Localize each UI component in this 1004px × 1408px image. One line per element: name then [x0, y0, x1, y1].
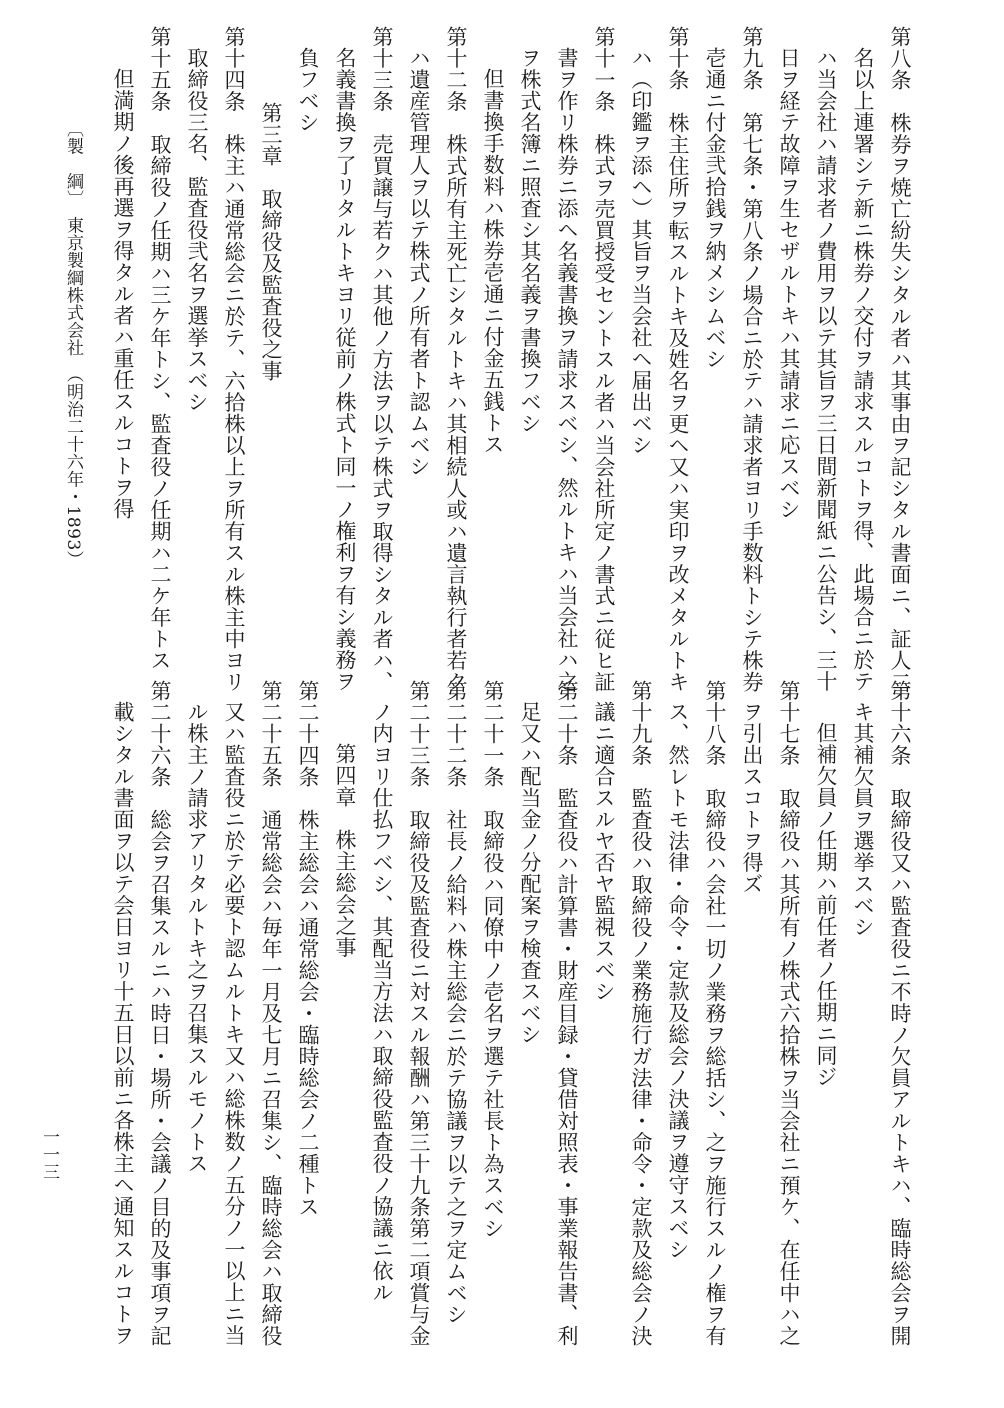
lower-line-20: ル株主ノ請求アリタルトキ之ヲ召集スルモノトス [185, 701, 209, 1174]
upper-line-3: ハ当会社ハ請求者ノ費用ヲ以テ其旨ヲ三日間新聞紙ニ公告シ、三十 [814, 47, 838, 692]
upper-line-21: 第十五条 取締役ノ任期ハ三ケ年トシ、監査役ノ任期ハ二ケ年トス [148, 26, 172, 671]
lower-line-18: 第二十五条 通常総会ハ毎年一月及七月ニ召集シ、臨時総会ハ取締役 [259, 680, 283, 1347]
lower-line-8: 第十九条 監査役ハ取締役ノ業務施行ガ法律・命令・定款及総会ノ決 [629, 680, 653, 1347]
upper-line-15: 第十三条 売買譲与若クハ其他ノ方法ヲ以テ株式ヲ取得シタル者ハ、 [370, 26, 394, 693]
upper-line-22: 但満期ノ後再選ヲ得タル者ハ重任スルコトヲ得 [111, 68, 135, 520]
lower-line-17: 第二十四条 株主総会ハ通常総会・臨時総会ノ二種トス [296, 680, 320, 1218]
chapter-3-heading: 第三章 取締役及監査役之事 [259, 102, 283, 382]
upper-line-7: 第十条 株主住所ヲ転スルトキ及姓名ヲ更ヘ又ハ実印ヲ改メタルトキ [666, 26, 690, 693]
upper-line-5: 第九条 第七条・第八条ノ場合ニ於テハ請求者ヨリ手数料トシテ株券 [740, 26, 764, 693]
chapter-4-heading: 第四章 株主総会之事 [333, 743, 357, 958]
lower-line-10: 第二十条 監査役ハ計算書・財産目録・貸借対照表・事業報告書、利 [555, 680, 579, 1347]
lower-line-6: 第十八条 取締役ハ会社一切ノ業務ヲ総括シ、之ヲ施行スルノ権ヲ有 [703, 680, 727, 1347]
upper-line-6: 壱通ニ付金弐拾銭ヲ納メシムベシ [703, 47, 727, 370]
lower-line-19: 又ハ監査役ニ於テ必要ト認ムルトキ又ハ総株数ノ五分ノ一以上ニ当 [222, 701, 246, 1346]
upper-line-16: 名義書換ヲ了リタルトキヨリ従前ノ株式ト同一ノ権利ヲ有シ義務ヲ [333, 47, 357, 692]
upper-line-1: 第八条 株券ヲ焼亡紛失シタル者ハ其事由ヲ記シタル書面ニ、証人二 [888, 26, 912, 693]
lower-line-4: 第十七条 取締役ハ其所有ノ株式六拾株ヲ当会社ニ預ケ、在任中ハ之 [777, 680, 801, 1347]
upper-line-14: ハ遺産管理人ヲ以テ株式ノ所有者ト認ムベシ [407, 47, 431, 477]
lower-line-1: 第十六条 取締役又ハ監査役ニ不時ノ欠員アルトキハ、臨時総会ヲ開 [888, 680, 912, 1347]
upper-line-17: 負フベシ [296, 47, 320, 133]
lower-line-7: ス、然レトモ法律・命令・定款及総会ノ決議ヲ遵守スベシ [666, 701, 690, 1260]
upper-line-11: ヲ株式名簿ニ照査シ其名義ヲ書換フベシ [518, 47, 542, 434]
page-number: 一一三 [39, 1128, 59, 1181]
lower-line-3: 但補欠員ノ任期ハ前任者ノ任期ニ同ジ [814, 722, 838, 1088]
upper-line-4: 日ヲ経テ故障ヲ生セザルトキハ其請求ニ応スベシ [777, 47, 801, 520]
upper-line-9: 第十一条 株式ヲ売買授受セントスル者ハ当会社所定ノ書式ニ従ヒ証 [592, 26, 616, 693]
source-note: 〔製 綱〕 東京製綱株式会社 （明治二十六年・1893） [63, 120, 83, 569]
lower-line-9: 議ニ適合スルヤ否ヤ監視スベシ [592, 701, 616, 1002]
lower-line-12: 第二十一条 取締役ハ同僚中ノ壱名ヲ選テ社長ト為スベシ [481, 680, 505, 1239]
lower-line-2: キ其補欠員ヲ選挙スベシ [851, 701, 875, 938]
lower-line-13: 第二十二条 社長ノ給料ハ株主総会ニ於テ協議ヲ以テ之ヲ定ムベシ [444, 680, 468, 1325]
upper-line-19: 第十四条 株主ハ通常総会ニ於テ、六拾株以上ヲ所有スル株主中ヨリ [222, 26, 246, 693]
upper-line-10: 書ヲ作リ株券ニ添ヘ名義書換ヲ請求スベシ、然ルトキハ当会社ハ之 [555, 47, 579, 692]
lower-line-14: 第二十三条 取締役及監査役ニ対スル報酬ハ第三十九条第二項賞与金 [407, 680, 431, 1347]
upper-line-12: 但書換手数料ハ株券壱通ニ付金五銭トス [481, 68, 505, 455]
lower-line-5: ヲ引出スコトヲ得ズ [740, 701, 764, 895]
upper-line-20: 取締役三名、監査役弐名ヲ選挙スベシ [185, 47, 209, 413]
lower-line-21: 第二十六条 総会ヲ召集スルニハ時日・場所・会議ノ目的及事項ヲ記 [148, 680, 172, 1347]
lower-line-15: ノ内ヨリ仕払フベシ、其配当方法ハ取締役監査役ノ協議ニ依ル [370, 701, 394, 1303]
lower-line-11: 足又ハ配当金ノ分配案ヲ検査スベシ [518, 701, 542, 1045]
lower-line-22: 載シタル書面ヲ以テ会日ヨリ十五日以前ニ各株主ヘ通知スルコトヲ [111, 701, 135, 1346]
upper-line-8: ハ（印鑑ヲ添ヘ）其旨ヲ当会社ヘ届出ベシ [629, 47, 653, 456]
upper-line-13: 第十二条 株式所有主死亡シタルトキハ其相続人或ハ遺言執行者若ク [444, 26, 468, 693]
upper-line-2: 名以上連署シテ新ニ株券ノ交付ヲ請求スルコトヲ得、此場合ニ於テ [851, 47, 875, 692]
